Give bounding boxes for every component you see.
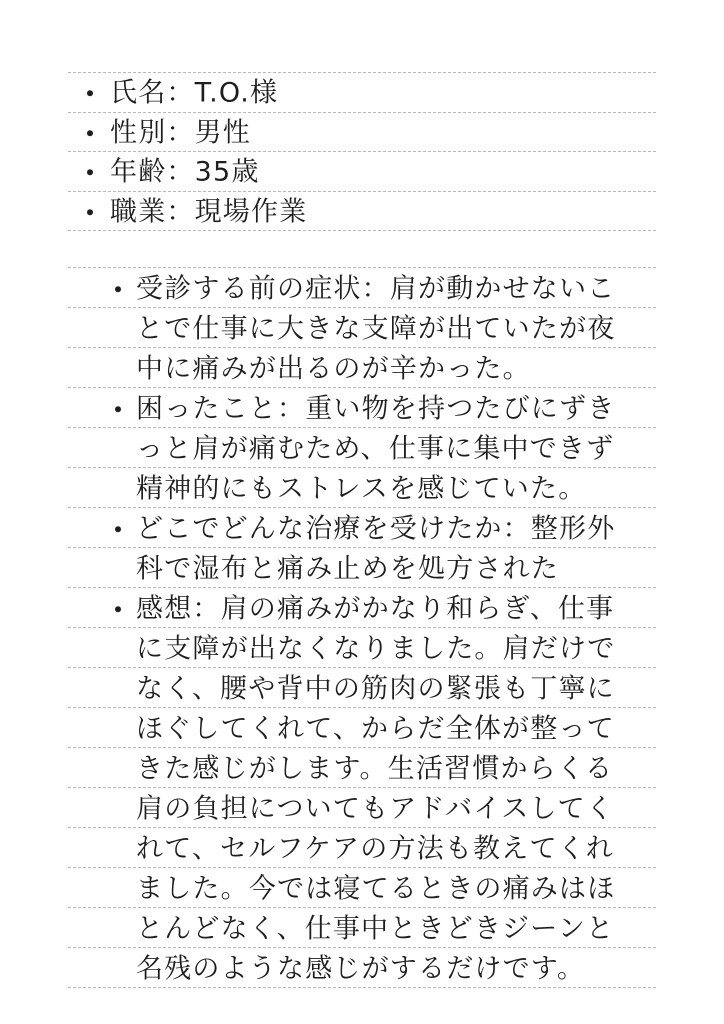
profile-item-text: 年齢：35歳 xyxy=(110,156,260,188)
detail-line-text: 精神的にもストレスを感じていた。 xyxy=(136,473,587,505)
detail-line-text: ました。今では寝てるときの痛みはほ xyxy=(136,873,616,905)
detail-line-text: 名残のような感じがするだけです。 xyxy=(136,953,586,985)
detail-line-text: 困ったこと：重い物を持つたびにずき xyxy=(136,393,616,425)
bullet-marker xyxy=(87,209,93,215)
profile-item-text: 性別：男性 xyxy=(110,117,251,149)
detail-line-text: っと肩が痛むため、仕事に集中できず xyxy=(136,433,615,465)
profile-item-gender xyxy=(68,113,656,153)
detail-line-text: とで仕事に大きな支障が出ていたが夜 xyxy=(136,313,616,345)
text-line xyxy=(68,708,656,748)
text-line xyxy=(68,588,656,628)
detail-line-text: 科で湿布と痛み止めを処方された xyxy=(136,553,559,585)
detail-line-text: きた感じがします。生活習慣からくる xyxy=(136,753,614,785)
text-line xyxy=(68,788,656,828)
profile-item-occupation xyxy=(68,192,656,232)
details-list xyxy=(68,267,656,988)
detail-line-text: れて、セルフケアの方法も教えてくれ xyxy=(136,833,615,865)
detail-line-text: 感想：肩の痛みがかなり和らぎ、仕事 xyxy=(136,593,615,625)
detail-item-previous-treatment xyxy=(68,508,656,588)
text-line xyxy=(68,348,656,388)
text-line xyxy=(68,628,656,668)
profile-item-text: 氏名：T.O.様 xyxy=(110,77,279,109)
text-line xyxy=(68,548,656,588)
text-line xyxy=(68,948,656,988)
detail-item-impressions xyxy=(68,588,656,988)
detail-item-symptoms-before-visit xyxy=(68,268,656,388)
bullet-marker xyxy=(87,130,93,136)
text-line xyxy=(68,388,656,428)
detail-line-text: ほぐしてくれて、からだ全体が整って xyxy=(136,713,615,745)
detail-line-text: 受診する前の症状：肩が動かせないこ xyxy=(136,273,616,305)
bullet-marker xyxy=(115,406,121,412)
detail-item-troubles xyxy=(68,388,656,508)
text-line xyxy=(68,828,656,868)
detail-line-text: とんどなく、仕事中ときどきジーンと xyxy=(136,913,615,945)
detail-line-text: 肩の負担についてもアドバイスしてく xyxy=(136,793,615,825)
profile-item-name xyxy=(68,73,656,113)
bullet-marker xyxy=(115,286,121,292)
detail-line-text: 中に痛みが出るのが辛かった。 xyxy=(136,353,531,385)
text-line xyxy=(68,508,656,548)
profile-item-age xyxy=(68,152,656,192)
text-line xyxy=(68,428,656,468)
text-line xyxy=(68,468,656,508)
bullet-marker xyxy=(115,606,121,612)
bullet-marker xyxy=(87,90,93,96)
detail-line-text: なく、腰や背中の筋肉の緊張も丁寧に xyxy=(136,673,615,705)
bullet-marker xyxy=(87,169,93,175)
text-line xyxy=(68,748,656,788)
profile-list xyxy=(68,72,656,231)
text-line xyxy=(68,268,656,308)
bullet-marker xyxy=(115,526,121,532)
detail-line-text: どこでどんな治療を受けたか：整形外 xyxy=(136,513,616,545)
text-line xyxy=(68,868,656,908)
text-line xyxy=(68,908,656,948)
text-line xyxy=(68,668,656,708)
detail-line-text: に支障が出なくなりました。肩だけで xyxy=(136,633,616,665)
text-line xyxy=(68,308,656,348)
profile-item-text: 職業：現場作業 xyxy=(110,196,308,228)
